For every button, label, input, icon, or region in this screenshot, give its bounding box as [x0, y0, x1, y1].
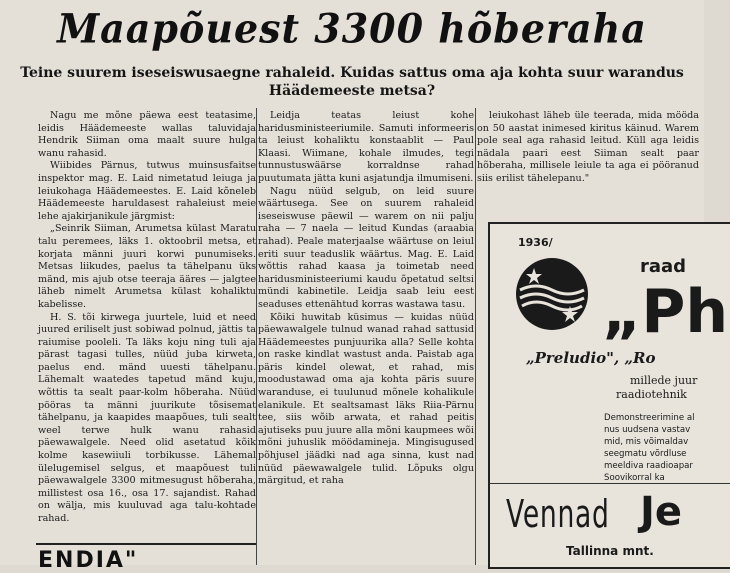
column-divider: [256, 108, 257, 565]
ad-firm-name: Vennad: [506, 492, 610, 536]
ad-small-text: [604, 412, 695, 484]
paragraph: Kõiki huwitab küsimus — kuidas nüüd päewawalgele tulnud wanad rahad sattusid Häädemeestes punjuurika alla? Selle kohta on raske kindlat wastust anda. Paistab aga päris kindel olewat, et rahad, mis moodustawad oma aja kohta päris suure waranduse, ei tuulunud mõnele kohalikule elanikule. Et sealtsamast läks Riia-Pärnu tee, siis wõib arwata, et rahad peitis ajutiseks puu juure alla mõni kaupmees wõi mõni juhuslik möödamineja. Mingisugused põhjusel jäädki nad aga sinna, kust nad nüüd päewawalgele tulid. Lõpuks olgu märgitud, et raha: [258, 311, 474, 487]
radio-advertisement: [488, 222, 730, 569]
article-column-2: [258, 110, 474, 565]
ad-address: Tallinna mnt.: [566, 544, 654, 558]
ad-divider: [490, 483, 730, 484]
ad-top-line: 1936/: [518, 236, 553, 249]
ad-small-line: meeldiva raadioapar: [604, 461, 693, 471]
ad-small-line: mid, mis võimaldav: [604, 437, 689, 447]
paragraph: Wiibides Pärnus, tutwus muinsusfaitse inspektor mag. E. Laid nimetatud leiuga ja leiukohaga Häädemeestes. E. Laid kõneleb Häädemeeste haruldasest rahaleiust meie lehe ajakirjanikule järgmist:: [38, 160, 256, 222]
ad-text-line: millede juur: [630, 374, 698, 387]
ad-small-line: Demonstreerimine al: [604, 413, 695, 423]
column-divider: [475, 108, 476, 565]
ad-brand-name: „Ph: [602, 277, 729, 347]
paragraph: Leidja teatas leiust kohe haridusministeeriumile. Samuti informeeris ta leiust kohaliktu konstaablit — Paul Klaasi. Wiimane, kohale ilmudes, tegi tunnustuswäärse korraldnse rahad puutumata jätta kuni asjatundja ilmumiseni.: [258, 110, 474, 184]
paragraph: H. S. tõi kirwega juurtele, luid et need juured eriliselt just sobiwad polnud, jättis ta raiumise pooleli. Ta läks koju ning tuli aja pärast tagasi tulles, nüüd juba kirweta, paelus end. mänd uuesti tähelpanu. Lähemalt waatedes tapetud mänd kuju, wõttis ta sealt paar-kolm hõberaha. Nüüd pööras ta männi juurikute tõsisemat tähelpanu, ja kaapides maapõues, tuli sealt weel terwe hulk wanu rahasid päewawalgele. Need olid asetatud kõik kolme kasewiiuli torbikusse. Lähemal ülelugemisel selgus, et maapõuest tuli päewawalgele 3300 mitmesugust hõberaha, millistest osa 16., osa 17. sajandist. Rahad on wälja, mis kuuluvad aga talu-kohtade rahad.: [38, 311, 256, 524]
ad-small-line: Soovikorral ka: [604, 473, 665, 483]
ad-small-line: nus uudsena vastav: [604, 425, 691, 435]
ad-firm-name-bold: Je: [640, 489, 683, 535]
ad-radio-word: raad: [640, 256, 687, 277]
paragraph: Nagu nüüd selgub, on leid suure wäärtusega. See on suurem rahaleid iseseiswuse päewil — warem on nii palju raha — 7 naela — leitud Kundas (araabia rahad). Peale materjaalse wäärtuse on leiul eriti suur teaduslik wäärtus. Mag. E. Laid wõttis rahad kaasa ja toimetab need haridusministeeriumi kaudu õpetatud seltsi mündi kabinetile. Leidja saab leiu eest seaduses ettenähtud korras wastawa tasu.: [258, 185, 474, 310]
globe-logo-icon: [512, 254, 592, 334]
article-column-3: [477, 110, 699, 222]
ad-text-line: raadiotehnik: [616, 388, 687, 401]
article-column-1: [38, 110, 256, 565]
article-subheadline: Teine suurem iseseiswusaegne rahaleid. Kuidas sattus oma aja kohta suur warandus Häädemeeste metsa?: [20, 65, 684, 99]
next-article-heading-fragment: ENDIA": [38, 548, 139, 573]
ad-small-line: seegmatu võrdluse: [604, 449, 687, 459]
ad-model-names: „Preludio", „Ro: [526, 349, 656, 367]
section-rule: [36, 543, 256, 545]
paragraph: Nagu me mõne päewa eest teatasime, leidis Häädemeeste wallas taluvidaja Hendrik Siiman oma maalt suure hulga wanu rahasid.: [38, 110, 256, 159]
article-headline: Maapõuest 3300 hõberaha: [57, 4, 647, 53]
paragraph: „Seinrik Siiman, Arumetsa külast Maratu talu peremees, läks 1. oktoobril metsa, et korjata männi juuri korwi punumiseks. Metsas liikudes, paelus ta tähelpanu üks mänd, mis ajub otse teeraja ääres — jalgtee läheb nimelt Arumetsa külast kohaliktu kabelisse.: [38, 223, 256, 310]
paragraph: leiukohast läheb üle teerada, mida mööda on 50 aastat inimesed kiritus käinud. Warem pole seal aga rahasid leitud. Küll aga leidis nädala paari eest Siiman sealt paar hõberaha, millisele leiule ta aga ei pööranud siis erilist tähelepanu.": [477, 110, 699, 184]
